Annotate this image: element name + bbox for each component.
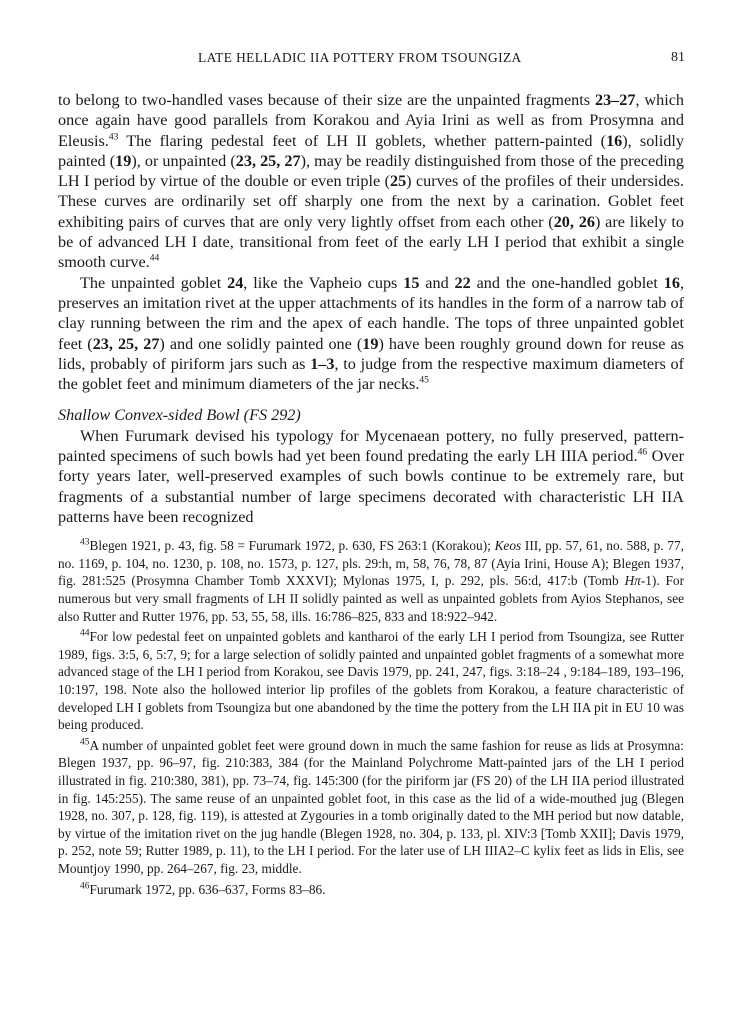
- text-run: ), solidly painted (: [58, 131, 684, 170]
- text-run: The unpainted goblet: [80, 273, 228, 292]
- note-marker: 45: [419, 375, 429, 386]
- catalog-ref: 20, 26: [553, 212, 595, 231]
- text-run: Hπ: [624, 573, 641, 589]
- text-run: ) have been roughly ground down for reuse as lids, probably of piriform jars such as: [58, 334, 684, 373]
- footnote: [58, 881, 684, 899]
- catalog-ref: 25: [389, 172, 407, 191]
- catalog-ref: 23–27: [594, 91, 636, 109]
- paragraph: [58, 426, 684, 527]
- text-run: The flaring pedestal feet of LH II goblets, whether pattern-painted (: [118, 131, 607, 150]
- note-marker: 46: [80, 881, 90, 892]
- paragraph: [58, 90, 684, 273]
- text-run: Shallow Convex-sided Bowl (FS 292): [58, 406, 301, 425]
- note-marker: 45: [80, 737, 90, 748]
- text-run: , to judge from the respective maximum diameters of the goblet feet and minimum diameters of the jar necks.: [58, 354, 684, 394]
- section-heading: [58, 405, 684, 425]
- text-run: ) curves of the profiles of their undersides. These curves are ordinarily set off sharply one from the next by a carination. Goblet feet exhibiting pairs of curves that are only very lightly offset from each other (: [58, 172, 684, 231]
- footnote: [58, 737, 684, 878]
- text-run: and the one-handled goblet: [470, 273, 664, 292]
- running-title: LATE HELLADIC IIA POTTERY FROM TSOUNGIZA: [198, 50, 522, 65]
- text-run: Keos: [494, 538, 522, 554]
- body-text: [58, 90, 684, 901]
- catalog-ref: 1–3: [310, 354, 335, 373]
- text-run: -1). For numerous but very small fragments of LH II solidly painted as well as unpainted goblets from Ayios Stephanos, see also Rutter and Rutter 1976, pp. 53, 55, 58, ills. 16:786–825, 833 and 18:922–942.: [58, 573, 685, 624]
- text-run: When Furumark devised his typology for Mycenaean pottery, no fully preserved, pattern-painted specimens of such bowls had yet been found predating the early LH IIIA period.: [58, 426, 684, 466]
- note-marker: 43: [80, 537, 90, 548]
- text-run: , preserves an imitation rivet at the upper attachments of its handles in the form of a narrow tab of clay running between the rim and the apex of each handle. The tops of three unpainted goblet feet (: [58, 273, 684, 353]
- catalog-ref: 16: [663, 273, 680, 292]
- text-run: ), may be readily distinguished from those of the preceding LH I period by virtue of the double or even triple (: [58, 151, 684, 191]
- note-marker: 44: [80, 628, 90, 639]
- footnotes: [58, 537, 684, 898]
- text-run: A number of unpainted goblet feet were ground down in much the same fashion for reuse as lids at Prosymna: Blegen 1937, pp. 96–97, fig. 210:383, 384 (for the Mainland Polychrome Matt-painted jars of the LH I period illustrated in fig. 210:380, 381), pp. 73–74, fig. 145:300 (for the piriform jar (FS 20) of the LH IIA period illustrated in fig. 145:255). The same reuse of an unpainted goblet foot, in this case as the lid of a wide-mouthed jug (Blegen 1928, no. 307, p. 128, fig. 119), is attested at Zygouries in a tomb originally dated to the MH period but now datable, by virtue of the imitation rivet on the jug handle (Blegen 1928, no. 304, p. 133, pl. XIV:3 [Tomb XXII]; Davis 1979, p. 252, note 59; Rutter 1989, p. 11), to the LH I period. For the later use of LH IIIA2–C kylix feet as lids in Elis, see Mountjoy 1990, pp. 264–267, fig. 23, middle.: [58, 737, 684, 876]
- text-run: ) and one solidly painted one (: [159, 334, 363, 353]
- running-header: [58, 50, 685, 72]
- catalog-ref: 19: [115, 151, 132, 170]
- text-run: ), or unpainted (: [131, 151, 236, 170]
- text-run: ) are likely to be of advanced LH I date, transitional from feet of the early LH I period that exhibit a single smooth curve.: [58, 212, 685, 272]
- catalog-ref: 15: [403, 273, 420, 292]
- catalog-ref: 23, 25, 27: [92, 334, 160, 353]
- note-marker: 43: [108, 132, 119, 143]
- catalog-ref: 19: [362, 334, 379, 353]
- footnote: [58, 537, 684, 625]
- paragraph: [58, 273, 684, 395]
- footnote: [58, 628, 684, 734]
- page-number: 81: [671, 50, 685, 65]
- text-run: , like the Vapheio cups: [243, 273, 404, 292]
- catalog-ref: 22: [454, 273, 471, 292]
- note-marker: 44: [149, 253, 160, 264]
- text-run: Over forty years later, well-preserved examples of such bowls continue to be extremely rare, but fragments of a substantial number of large specimens decorated with characteristic LH IIA patterns have been recognized: [58, 447, 684, 526]
- catalog-ref: 23, 25, 27: [235, 151, 301, 170]
- text-run: , which once again have good parallels from Korakou and Ayia Irini as well as from Prosymna and Eleusis.: [58, 91, 684, 150]
- text-run: III, pp. 57, 61, no. 588, p. 77, no. 1169, p. 104, no. 1230, p. 108, no. 1573, p. 127, pls. 29:h, m, 58, 76, 78, 87 (Ayia Irini, House A); Blegen 1937, fig. 281:525 (Prosymna Chamber Tomb XXXVI); Mylonas 1975, I, p. 292, pls. 56:d, 417:b (Tomb: [58, 538, 684, 589]
- note-marker: 46: [637, 447, 648, 458]
- catalog-ref: 24: [227, 273, 244, 292]
- text-run: For low pedestal feet on unpainted goblets and kantharoi of the early LH I period from Tsoungiza, see Rutter 1989, figs. 3:5, 6, 5:7, 9; for a large selection of solidly painted and unpainted goblet fragments of a somewhat more advanced stage of the LH I period from Korakou, see Davis 1979, pp. 241, 247, figs. 3:18–24 , 9:184–189, 193–196, 10:197, 198. Note also the hollowed interior lip profiles of the goblets from Korakou, a feature characteristic of developed LH I goblets from Tsoungiza but one abandoned by the time the pottery from the LH IIA pit in EU 10 was being produced.: [58, 629, 684, 733]
- text-run: and: [419, 273, 455, 292]
- text-run: to belong to two-handled vases because of their size are the unpainted fragments: [58, 91, 595, 109]
- text-run: Furumark 1972, pp. 636–637, Forms 83–86.: [89, 881, 326, 897]
- paragraphs: [58, 90, 684, 527]
- text-run: Blegen 1921, p. 43, fig. 58 = Furumark 1972, p. 630, FS 263:1 (Korakou);: [89, 538, 495, 554]
- catalog-ref: 16: [606, 131, 623, 150]
